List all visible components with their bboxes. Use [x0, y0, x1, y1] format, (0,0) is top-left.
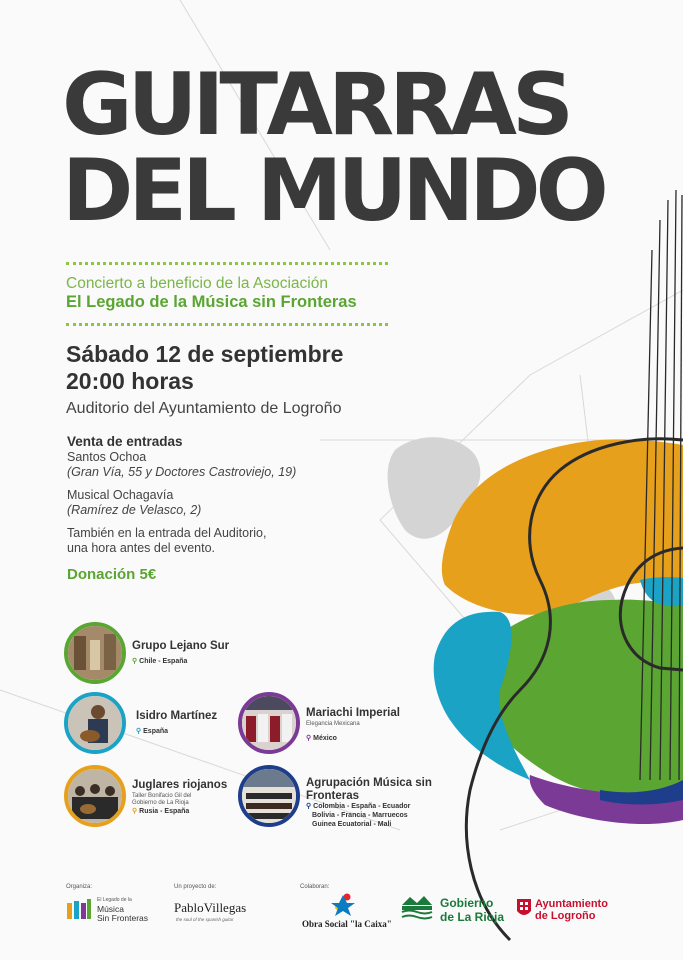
outlet-2-address: (Ramírez de Velasco, 2) — [67, 503, 202, 517]
act-name: Grupo Lejano Sur — [132, 640, 230, 652]
event-time: 20:00 horas — [66, 368, 194, 394]
act-name: Agrupación Música sin Fronteras — [306, 777, 432, 802]
colaboran-label: Colaboran: — [300, 884, 330, 890]
rioja-line-1: Gobierno — [440, 896, 494, 910]
event-date: Sábado 12 de septiembre — [66, 341, 344, 367]
subtitle-line-1: Concierto a beneficio de la Asociación — [66, 275, 328, 292]
title-line-1: GUITARRAS — [62, 55, 569, 155]
subtitle-line-2: El Legado de la Música sin Fronteras — [66, 293, 357, 311]
act-countries: ⚲ Chile - España — [132, 658, 188, 665]
pablo-villegas-logo: PabloVillegas — [174, 900, 247, 915]
act-photo — [64, 622, 126, 684]
act-photo — [238, 692, 300, 754]
act-countries: ⚲ Rusia - España — [132, 808, 190, 815]
act-photo — [64, 765, 126, 827]
act-photo — [238, 765, 300, 827]
outlet-1-address: (Gran Vía, 55 y Doctores Castroviejo, 19) — [67, 465, 297, 479]
act-photo — [64, 692, 126, 754]
donation-price: Donación 5€ — [67, 566, 157, 583]
logrono-crest-icon — [516, 897, 532, 919]
ticket-info — [67, 434, 296, 557]
dotted-divider-bottom — [66, 323, 388, 326]
act-countries: ⚲ Colombia - España - Ecuador Bolivia - Francia - Marruecos Guinea Ecuatorial - Mali — [306, 803, 411, 828]
logo-small-text: El Legado de la — [97, 897, 132, 903]
musica-sin-fronteras-logo — [66, 897, 149, 926]
organiza-label: Organiza: — [66, 884, 93, 890]
act-name: Juglares riojanos — [132, 779, 228, 791]
title-line-2: DEL MUNDO — [62, 141, 604, 241]
location-pin-icon: ⚲ — [132, 658, 138, 665]
outlet-1-name: Santos Ochoa — [67, 449, 147, 464]
logo-line-2: Sin Fronteras — [97, 913, 149, 923]
location-pin-icon: ⚲ — [306, 735, 312, 742]
act-name: Mariachi Imperial — [306, 707, 400, 719]
pablo-villegas-tagline: the soul of the spanish guitar — [176, 917, 234, 922]
act-countries: ⚲ España — [136, 728, 169, 735]
location-pin-icon: ⚲ — [306, 803, 312, 810]
logrono-line-2: de Logroño — [535, 910, 596, 922]
event-datetime — [66, 341, 343, 395]
musica-sin-fronteras-logo-icon — [66, 897, 92, 921]
la-caixa-star-icon — [328, 891, 358, 917]
logo-line-1: Música — [97, 904, 124, 914]
outlet-2-name: Musical Ochagavía — [67, 487, 174, 502]
act-note: Elegancia Mexicana — [306, 721, 360, 727]
tickets-note-line-1: También en la entrada del Auditorio, — [67, 525, 267, 540]
act-note: Taller Bonifacio Gil del Gobierno de La Rioja — [132, 793, 192, 806]
location-pin-icon: ⚲ — [132, 808, 138, 815]
location-pin-icon: ⚲ — [136, 728, 142, 735]
act-countries: ⚲ México — [306, 735, 337, 742]
logrono-line-1: Ayuntamiento — [535, 898, 608, 910]
la-caixa-label: Obra Social "la Caixa" — [302, 919, 392, 929]
poster-title — [62, 55, 604, 241]
act-name: Isidro Martínez — [136, 710, 218, 722]
dotted-divider-top — [66, 262, 388, 265]
event-venue: Auditorio del Ayuntamiento de Logroño — [66, 400, 342, 417]
tickets-note-line-2: una hora antes del evento. — [67, 541, 216, 555]
tickets-heading: Venta de entradas — [67, 434, 183, 449]
rioja-emblem-icon — [400, 893, 434, 921]
proyecto-label: Un proyecto de: — [174, 884, 217, 890]
rioja-line-2: de La Rioja — [440, 910, 505, 924]
